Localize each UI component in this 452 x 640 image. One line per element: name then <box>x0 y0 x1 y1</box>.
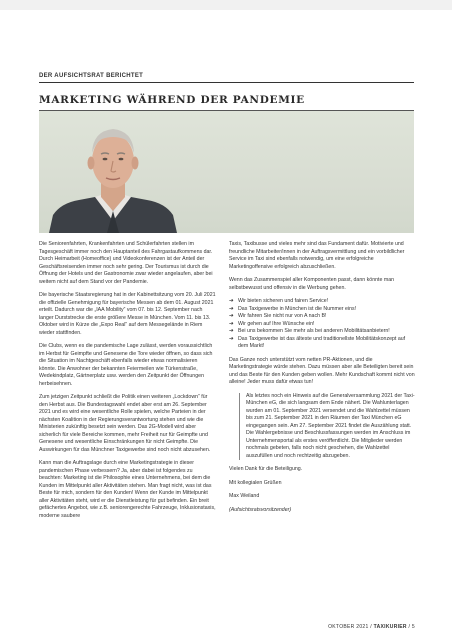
column-right <box>229 241 415 520</box>
author-portrait <box>39 111 414 233</box>
closing-line: Mit kollegialen Grüßen <box>229 479 282 486</box>
paragraph: Die Seniorenfahrten, Krankenfahrten und Schülerfahrten stellen im Tagesgeschäft immer noch den Hauptanteil des Fahrgastaufkommens dar. Durch Heimarbeit (Homeoffice) und Videokonferenzen ist der Anteil der Geschäftsreisenden immer noch sehr gering. Der Tourismus ist durch die Öffnung der Hotels und der Gastronomie zwar wieder angelaufen, aber bei weitem nicht auf dem Stand vor der Pandemie. <box>39 241 213 285</box>
section-rule <box>39 82 414 83</box>
notice-text: Als letztes noch ein Hinweis auf die Generalversammlung 2021 der Taxi-München eG, die sich langsam dem Ende nähert. Die Wahlunterlagen wurden am 01. September 2021 versendet und die Wahlzettel müssen bis zum 21. September 2021 in den Räumen der Taxi München eG eingegangen sein. Am 27. September 2021 findet die Auszählung statt. Die Wahlergebnisse und Beschlussfassungen werden im Anschluss im Unternehmensportal als erstes veröffentlicht. Die Mitglieder werden nochmals gebeten, falls noch nicht geschehen, die Wahlzettel auszufüllen und noch rechtzeitig abzugeben. <box>246 392 415 459</box>
slogan-item: ➔ Wir fahren Sie nicht nur von A nach B! <box>229 313 415 321</box>
footer-magazine: TAXIKURIER <box>373 624 407 630</box>
section-label: DER AUFSICHTSRAT BERICHTET <box>39 73 144 79</box>
thanks-line: Vielen Dank für die Beteiligung. <box>229 466 303 472</box>
paragraph: Wenn das Zusammenspiel aller Komponenten passt, dann könnte man selbstbewusst und offensiv in die Werbung gehen. <box>229 277 395 291</box>
footer-date: OKTOBER 2021 / <box>328 624 374 630</box>
column-left <box>39 241 216 526</box>
footer-page-number: / 5 <box>406 624 415 630</box>
slogan-item: ➔ Bei uns bekommen Sie mehr als bei anderen Mobilitätsanbietern! <box>229 328 415 336</box>
paragraph: Kann man die Auftragslage durch eine Marketingstrategie in dieser pandemischen Phase verbessern? Ja, aber dabei ist folgendes zu beachten: Marketing ist die Philosophie eines Unternehmens, bei dem die Kunden im Mittelpunkt aller Aktivitäten stehen. Man fragt nicht, was ist das Beste für mich, sondern für den Kunden! Wenn der Kunde im Mittelpunkt aller Aktivitäten steht, wird er die Dienstleistung für gut befinden. Ein breit gefächertes Angebot, wie z.B. seniorengerechte Fahrzeuge, Inklusionstaxis, moderne saubere <box>39 460 216 519</box>
signature-role: (Aufsichtsratsvorsitzender) <box>229 506 292 513</box>
slogan-list <box>229 298 415 351</box>
slogan-item: ➔ Wir gehen auf Ihre Wünsche ein! <box>229 321 415 329</box>
notice-box <box>239 393 415 461</box>
paragraph: Die Clubs, wenn es die pandemische Lage zulässt, werden voraussichtlich im Herbst für Geimpfte und Genesene die Tore wieder öffnen, so dass sich die Situation im Nachtgeschäft ebenfalls wieder etwas normalisieren könnte. Die Anwohner der bekannten Feiermeilen wie Türkenstraße, Wedekindplatz, Gärtnerplatz usw. werden den Zeitpunkt der Öffnungen herbeisehnen. <box>39 343 213 387</box>
paragraph: Das Ganze noch unterstützt vom netten PR-Aktionen, und die Marketingstrategie würde stehen. Dazu müssen aber alle Beteiligten bereit sein und das Beste für den Kunden geben wollen. Mehr Kundschaft kommt nicht von alleine! Jeder muss dafür etwas tun! <box>229 356 415 385</box>
slogan-item: ➔ Das Taxigewerbe ist das älteste und traditionellste Mobilitätskonzept auf dem Markt! <box>229 336 415 351</box>
paragraph: Taxis, Taxibusse und vieles mehr sind das Fundament dafür. Motivierte und freundliche Mitarbeiter/innen in der Auftragsvermittlung und ein vorbildlicher Service im Taxi sind ebenfalls notwendig, um eine erfolgreiche Marketingoffensive erfolgreich abzuschließen. <box>229 241 405 270</box>
slogan-item: ➔ Wir bieten sicheren und fairen Service! <box>229 298 415 306</box>
top-band <box>0 0 452 10</box>
signature-name: Max Weiland <box>229 493 260 499</box>
article-headline: MARKETING WÄHREND DER PANDEMIE <box>39 94 305 106</box>
paragraph: Die bayerische Staatsregierung hat in der Kabinettsitzung vom 20. Juli 2021 die offizielle Genehmigung für bayerische Messen ab dem 01. August 2021 erteilt. Dadurch war die „IAA Mobility“ vom 07. bis 12. September nach langer Durststrecke die erste größere Messe in München. Vom 11. bis 13. Oktober wird in Kürze die „Expo Real“ auf dem Messegelände in Riem wieder stattfinden. <box>39 292 216 336</box>
slogan-item: ➔ Das Taxigewerbe in München ist die Nummer eins! <box>229 306 415 314</box>
page-footer <box>328 624 415 630</box>
paragraph: Zum jetzigen Zeitpunkt schließt die Politik einen weiteren „Lockdown“ für den Herbst aus. Die Bundestagswahl endet aber erst am 26. September 2021 und es wird eine wesentliche Rolle spielen, welche Parteien in der nächsten Koalition in der Regierungsverantwortung stehen und wie die Ministerien zukünftig besetzt sein werden. Das 2G-Modell wird aber sicherlich für viele Bereiche kommen, mehr Freiheit nur für Geimpfte und Genesene und wesentliche Einschränkungen für nicht Geimpfte. Die Auswirkungen für das Münchner Taxigewerbe sind noch nicht abzusehen. <box>39 394 211 453</box>
